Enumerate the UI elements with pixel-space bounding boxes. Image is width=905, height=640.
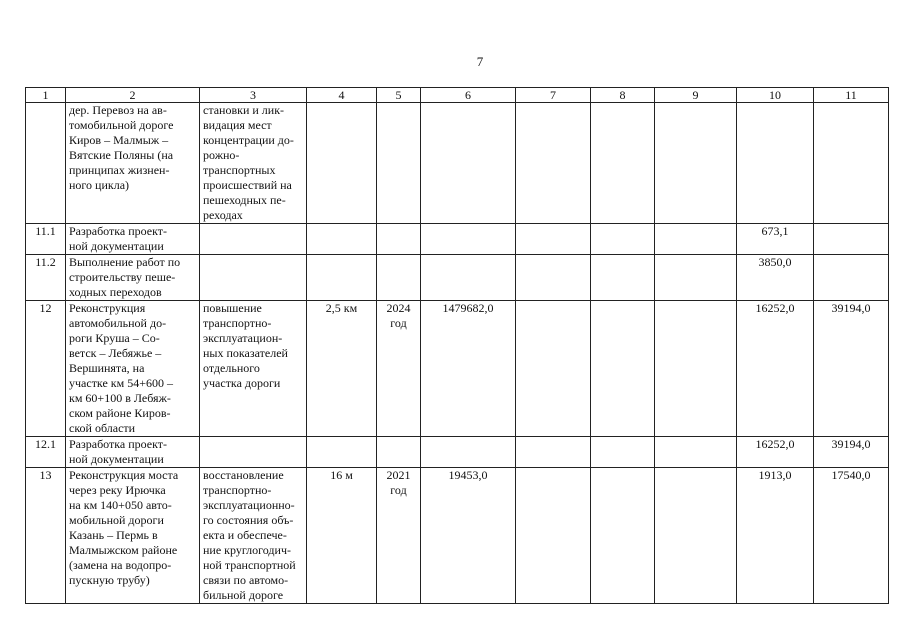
table-cell-c1: 12 [26,301,66,437]
table-cell-c5 [377,255,421,301]
table-cell-c1: 12.1 [26,437,66,468]
table-cell-c6 [421,255,516,301]
table-cell-c11 [814,103,889,224]
table-cell-c3: восстановление транспортно- эксплуатационно- го состояния объ- екта и обеспече- ние круглогодич- ной транспортной связи по автомо- бильной дороге [200,468,307,604]
header-row [26,88,889,103]
table-cell-c4: 16 м [307,468,377,604]
table-cell-c3 [200,255,307,301]
table-cell-c7 [516,301,591,437]
column-header: 5 [377,88,421,103]
table-cell-c10: 3850,0 [737,255,814,301]
page-number: 7 [476,54,484,69]
table-row [26,301,889,437]
table-cell-c1: 11.2 [26,255,66,301]
column-header: 6 [421,88,516,103]
table-row [26,103,889,224]
table-cell-c11 [814,255,889,301]
table-cell-c4 [307,255,377,301]
table-cell-c9 [655,255,737,301]
table-cell-c6 [421,224,516,255]
column-header: 2 [66,88,200,103]
table-cell-c3: повышение транспортно- эксплуатацион- ных показателей отдельного участка дороги [200,301,307,437]
table-cell-c7 [516,103,591,224]
column-header: 3 [200,88,307,103]
table-cell-c5: 2024 год [377,301,421,437]
column-header: 7 [516,88,591,103]
table-cell-c2: Разработка проект- ной документации [66,437,200,468]
table-cell-c11: 39194,0 [814,301,889,437]
table-cell-c1 [26,103,66,224]
table-cell-c4 [307,103,377,224]
table-cell-c7 [516,255,591,301]
table-cell-c2: дер. Перевоз на ав- томобильной дороге Киров – Малмыж – Вятские Поляны (на принципах жизнен- ного цикла) [66,103,200,224]
document-table [25,87,889,604]
table-cell-c2: Выполнение работ по строительству пеше- ходных переходов [66,255,200,301]
table-row [26,224,889,255]
table-cell-c9 [655,301,737,437]
table-cell-c10: 16252,0 [737,301,814,437]
table-cell-c10 [737,103,814,224]
table-cell-c9 [655,224,737,255]
column-header: 10 [737,88,814,103]
column-header: 1 [26,88,66,103]
table-cell-c7 [516,437,591,468]
table-cell-c8 [591,301,655,437]
table-cell-c4: 2,5 км [307,301,377,437]
table-cell-c5 [377,437,421,468]
table-cell-c1: 13 [26,468,66,604]
table-cell-c7 [516,224,591,255]
table-cell-c8 [591,224,655,255]
table-cell-c6: 1479682,0 [421,301,516,437]
column-header: 9 [655,88,737,103]
table-cell-c2: Разработка проект- ной документации [66,224,200,255]
column-header: 4 [307,88,377,103]
table-cell-c8 [591,255,655,301]
table-row [26,255,889,301]
table-cell-c8 [591,468,655,604]
table-cell-c6: 19453,0 [421,468,516,604]
table-cell-c5 [377,224,421,255]
table-row [26,437,889,468]
table-row [26,468,889,604]
table-cell-c10: 673,1 [737,224,814,255]
table-cell-c11 [814,224,889,255]
table-cell-c1: 11.1 [26,224,66,255]
table-cell-c10: 1913,0 [737,468,814,604]
table-cell-c6 [421,437,516,468]
table-cell-c9 [655,103,737,224]
table-cell-c7 [516,468,591,604]
table-cell-c9 [655,468,737,604]
table-cell-c2: Реконструкция автомобильной до- роги Круша – Со- ветск – Лебяжье – Вершинята, на участке км 54+600 – км 60+100 в Лебяж- ском районе Киров- ской области [66,301,200,437]
table-cell-c5: 2021 год [377,468,421,604]
table-cell-c4 [307,224,377,255]
table-cell-c9 [655,437,737,468]
table-cell-c5 [377,103,421,224]
table-cell-c4 [307,437,377,468]
table-cell-c3 [200,437,307,468]
table-cell-c8 [591,103,655,224]
column-header: 8 [591,88,655,103]
table-cell-c2: Реконструкция моста через реку Ирючка на км 140+050 авто- мобильной дороги Казань – Пермь в Малмыжском районе (замена на водопро- пускную трубу) [66,468,200,604]
table-cell-c8 [591,437,655,468]
column-header: 11 [814,88,889,103]
table-cell-c11: 39194,0 [814,437,889,468]
table-cell-c6 [421,103,516,224]
table-cell-c10: 16252,0 [737,437,814,468]
table-cell-c11: 17540,0 [814,468,889,604]
table-cell-c3: становки и лик- видация мест концентрации до- рожно- транспортных происшествий на пешеходных пе- реходах [200,103,307,224]
table-cell-c3 [200,224,307,255]
